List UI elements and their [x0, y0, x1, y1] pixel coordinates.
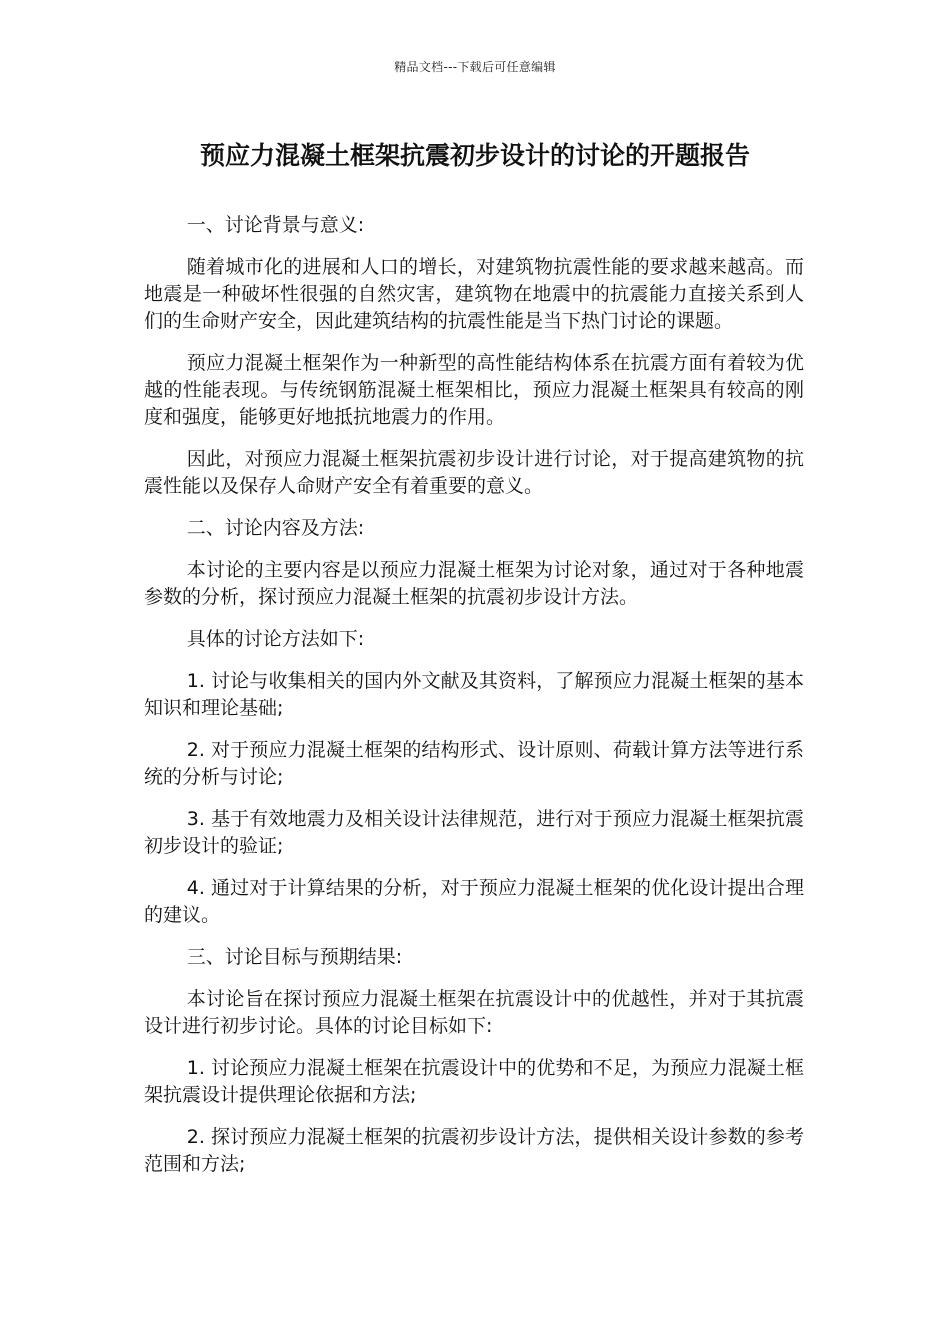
list-item: 3. 基于有效地震力及相关设计法律规范，进行对于预应力混凝土框架抗震初步设计的验证; — [144, 808, 804, 857]
document-body — [144, 212, 804, 1193]
section-heading-background: 一、讨论背景与意义: — [186, 214, 365, 236]
list-item: 2. 对于预应力混凝土框架的结构形式、设计原则、荷载计算方法等进行系统的分析与讨论; — [144, 739, 804, 788]
list-item: 1. 讨论与收集相关的国内外文献及其资料，了解预应力混凝土框架的基本知识和理论基础; — [144, 670, 804, 719]
paragraph: 具体的讨论方法如下: — [186, 628, 365, 650]
section-heading-goals: 三、讨论目标与预期结果: — [186, 946, 403, 968]
document-title: 预应力混凝土框架抗震初步设计的讨论的开题报告 — [199, 141, 750, 170]
paragraph: 本讨论的主要内容是以预应力混凝土框架为讨论对象，通过对于各种地震参数的分析，探讨预应力混凝土框架的抗震初步设计方法。 — [144, 559, 804, 608]
paragraph: 随着城市化的进展和人口的增长，对建筑物抗震性能的要求越来越高。而地震是一种破坏性很强的自然灾害，建筑物在地震中的抗震能力直接关系到人们的生命财产安全，因此建筑结构的抗震性能是当下热门讨论的课题。 — [144, 256, 804, 332]
paragraph: 因此，对预应力混凝土框架抗震初步设计进行讨论，对于提高建筑物的抗震性能以及保存人命财产安全有着重要的意义。 — [144, 448, 804, 497]
section-heading-content-methods: 二、讨论内容及方法: — [186, 517, 365, 539]
list-item: 2. 探讨预应力混凝土框架的抗震初步设计方法，提供相关设计参数的参考范围和方法; — [144, 1126, 804, 1175]
header-note: 精品文档---下载后可任意编辑 — [394, 60, 556, 74]
list-item: 1. 讨论预应力混凝土框架在抗震设计中的优势和不足，为预应力混凝土框架抗震设计提供理论依据和方法; — [144, 1057, 804, 1106]
paragraph: 预应力混凝土框架作为一种新型的高性能结构体系在抗震方面有着较为优越的性能表现。与传统钢筋混凝土框架相比，预应力混凝土框架具有较高的刚度和强度，能够更好地抵抗地震力的作用。 — [144, 352, 804, 428]
paragraph: 本讨论旨在探讨预应力混凝土框架在抗震设计中的优越性，并对于其抗震设计进行初步讨论。具体的讨论目标如下: — [144, 988, 804, 1037]
list-item: 4. 通过对于计算结果的分析，对于预应力混凝土框架的优化设计提出合理的建议。 — [144, 877, 804, 926]
